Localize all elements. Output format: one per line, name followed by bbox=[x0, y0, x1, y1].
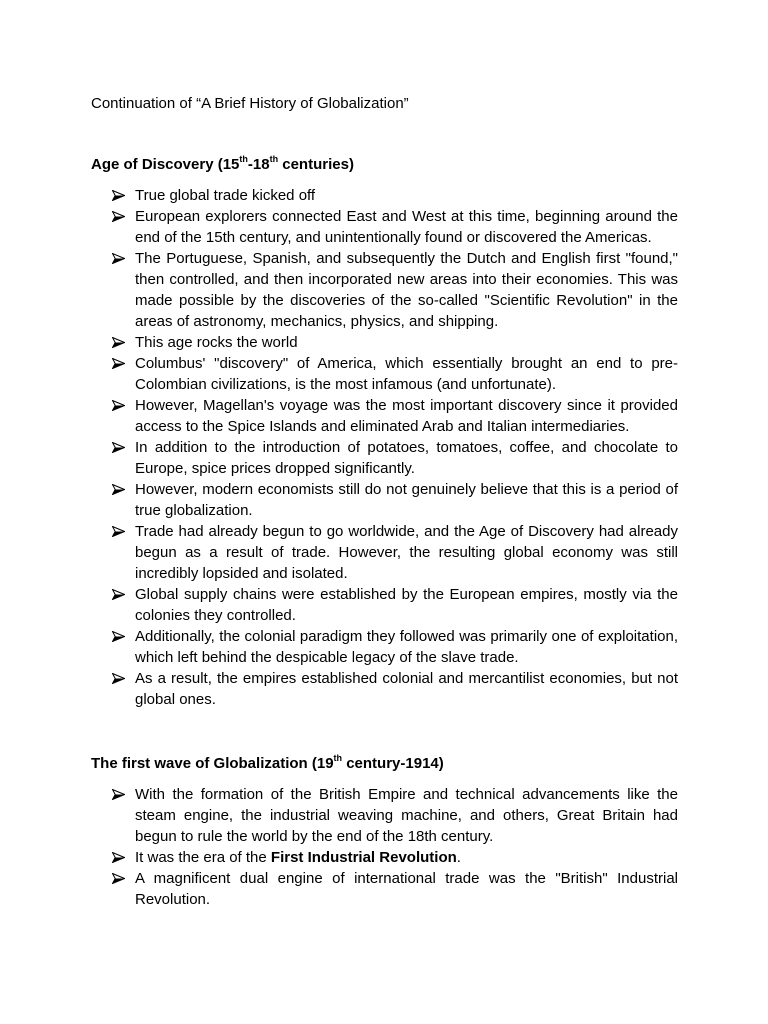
arrow-bullet-icon bbox=[112, 395, 126, 416]
heading-text: century-1914) bbox=[342, 755, 444, 772]
arrow-bullet-icon bbox=[112, 868, 126, 889]
arrow-bullet-icon bbox=[112, 185, 126, 206]
heading-text: -18 bbox=[247, 156, 270, 173]
document-title: Continuation of “A Brief History of Globalization” bbox=[91, 95, 409, 112]
list-item bbox=[0, 584, 678, 626]
list-item-text: . bbox=[456, 849, 461, 866]
heading-superscript: th bbox=[269, 154, 279, 164]
section-heading-first-wave bbox=[91, 753, 444, 774]
list-item bbox=[0, 626, 678, 668]
list-item bbox=[0, 185, 678, 206]
list-item bbox=[0, 784, 678, 847]
arrow-bullet-icon bbox=[112, 847, 126, 868]
list-item bbox=[0, 332, 678, 353]
list-item-text: Trade had already begun to go worldwide, and the Age of Discovery had already begun as a result of trade. However, the resulting global economy was still incredibly lopsided and isolated. bbox=[135, 523, 678, 582]
list-item-text: Columbus' "discovery" of America, which essentially brought an end to pre-Colombian civilizations, is the most infamous (and unfortunate). bbox=[135, 355, 678, 393]
list-item-text: In addition to the introduction of potatoes, tomatoes, coffee, and chocolate to Europe, spice prices dropped significantly. bbox=[135, 439, 678, 477]
list-item bbox=[0, 868, 678, 910]
list-item-text: However, Magellan's voyage was the most important discovery since it provided access to the Spice Islands and eliminated Arab and Italian intermediaries. bbox=[135, 397, 678, 435]
list-item-text: With the formation of the British Empire and technical advancements like the steam engine, the industrial weaving machine, and others, Great Britain had begun to rule the world by the end of the 18th century. bbox=[135, 786, 678, 845]
list-item-text: True global trade kicked off bbox=[135, 187, 316, 204]
heading-superscript: th bbox=[239, 154, 248, 164]
arrow-bullet-icon bbox=[112, 248, 126, 269]
age-of-discovery-bullet-list bbox=[0, 185, 768, 710]
heading-superscript: th bbox=[333, 753, 343, 763]
list-item-text: This age rocks the world bbox=[135, 334, 298, 351]
list-item bbox=[0, 395, 678, 437]
list-item-text: However, modern economists still do not genuinely believe that this is a period of true globalization. bbox=[135, 481, 678, 519]
emphasis-text: First Industrial Revolution bbox=[270, 849, 457, 866]
arrow-bullet-icon bbox=[112, 521, 126, 542]
list-item bbox=[0, 353, 678, 395]
heading-text: centuries) bbox=[278, 156, 354, 173]
list-item bbox=[0, 847, 678, 868]
arrow-bullet-icon bbox=[112, 626, 126, 647]
list-item bbox=[0, 437, 678, 479]
list-item-text: The Portuguese, Spanish, and subsequently the Dutch and English first "found," then controlled, and then incorporated new areas into their economies. This was made possible by the discoveries of the so-called "Scientific Revolution" in the areas of astronomy, mechanics, physics, and shipping. bbox=[135, 250, 678, 330]
list-item-text: As a result, the empires established colonial and mercantilist economies, but not global ones. bbox=[135, 670, 678, 708]
list-item bbox=[0, 248, 678, 332]
list-item-text: A magnificent dual engine of international trade was the "British" Industrial Revolution. bbox=[135, 870, 678, 908]
list-item-text: European explorers connected East and West at this time, beginning around the end of the 15th century, and unintentionally found or discovered the Americas. bbox=[135, 208, 678, 246]
list-item-text: It was the era of the bbox=[135, 849, 271, 866]
list-item-text: Additionally, the colonial paradigm they followed was primarily one of exploitation, which left behind the despicable legacy of the slave trade. bbox=[135, 628, 678, 666]
heading-text: The first wave of Globalization (19 bbox=[91, 755, 334, 772]
list-item-text: Global supply chains were established by the European empires, mostly via the colonies they controlled. bbox=[135, 586, 678, 624]
list-item bbox=[0, 206, 678, 248]
section-heading-age-of-discovery bbox=[91, 154, 354, 175]
heading-text: Age of Discovery (15 bbox=[91, 156, 240, 173]
arrow-bullet-icon bbox=[112, 332, 126, 353]
list-item bbox=[0, 521, 678, 584]
list-item bbox=[0, 479, 678, 521]
arrow-bullet-icon bbox=[112, 479, 126, 500]
arrow-bullet-icon bbox=[112, 668, 126, 689]
arrow-bullet-icon bbox=[112, 206, 126, 227]
list-item bbox=[0, 668, 678, 710]
arrow-bullet-icon bbox=[112, 584, 126, 605]
first-wave-bullet-list bbox=[0, 784, 768, 910]
arrow-bullet-icon bbox=[112, 353, 126, 374]
arrow-bullet-icon bbox=[112, 437, 126, 458]
arrow-bullet-icon bbox=[112, 784, 126, 805]
